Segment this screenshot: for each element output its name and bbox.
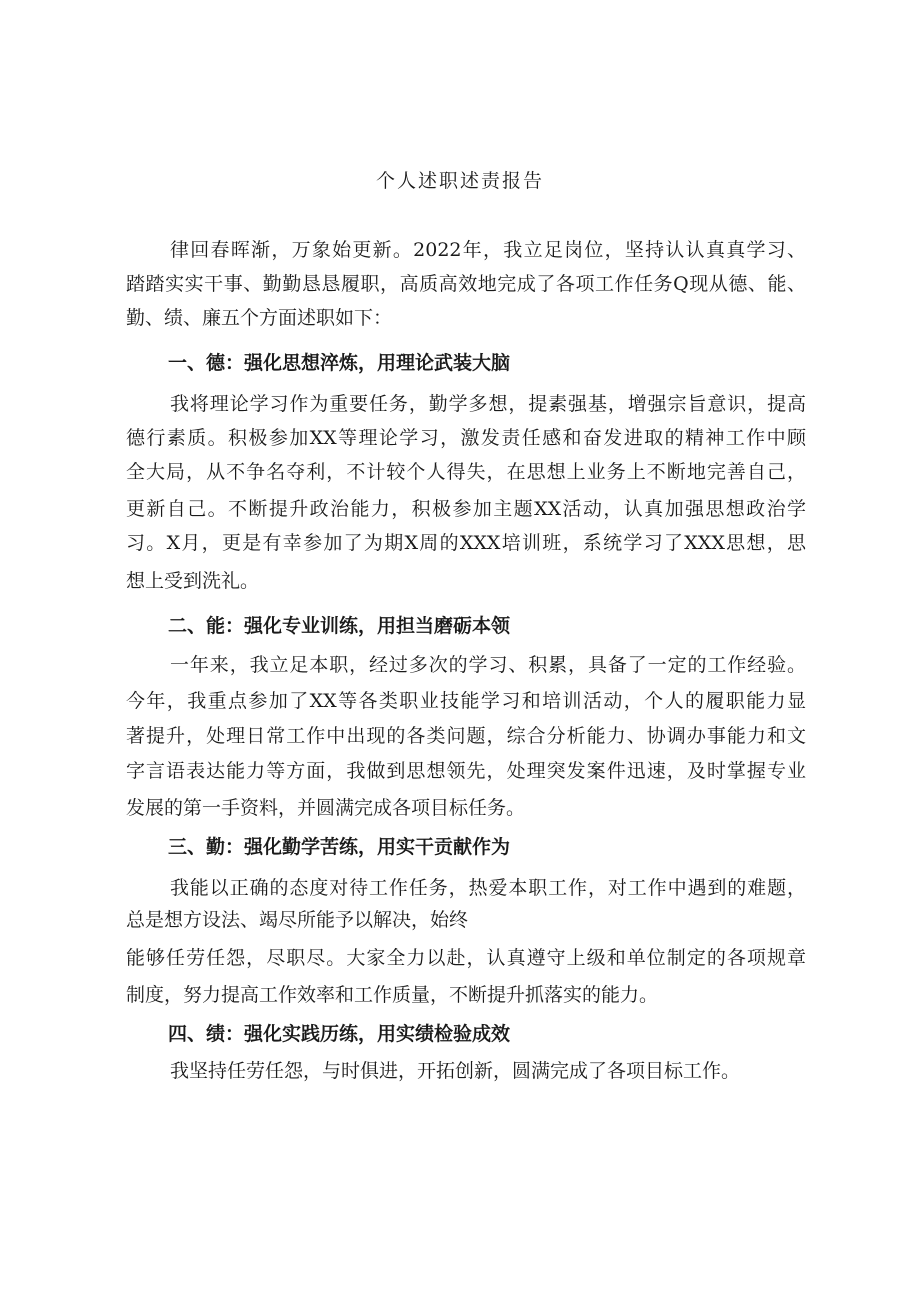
intro-line-3: 勤、绩、廉五个方面述职如下： bbox=[126, 307, 393, 329]
section-heading-de: 一、德：强化思想淬炼，用理论武装大脑 bbox=[168, 352, 511, 374]
section-heading-qin: 三、勤：强化勤学苦练，用实干贡献作为 bbox=[168, 836, 511, 858]
paragraph-line: 想上受到洗礼。 bbox=[126, 570, 260, 592]
paragraph-line: 总是想方设法、竭尽所能予以解决，始终 bbox=[126, 909, 469, 931]
paragraph-line: 一年来，我立足本职，经过多次的学习、积累，具备了一定的工作经验。 bbox=[170, 654, 806, 676]
paragraph-line: 制度，努力提高工作效率和工作质量，不断提升抓落实的能力。 bbox=[126, 984, 659, 1006]
paragraph-line: 发展的第一手资料，并圆满完成各项目标任务。 bbox=[126, 797, 526, 819]
paragraph-line: 我能以正确的态度对待工作任务，热爱本职工作，对工作中遇到的难题， bbox=[170, 877, 806, 899]
paragraph-line: 德行素质。积极参加XX等理论学习，激发责任感和奋发进取的精神工作中顾 bbox=[126, 427, 806, 449]
paragraph-line: 著提升，处理日常工作中出现的各类问题，综合分析能力、协调办事能力和文 bbox=[126, 725, 806, 747]
document-title: 个人述职述责报告 bbox=[375, 170, 544, 192]
paragraph-line: 字言语表达能力等方面，我做到思想领先，处理突发案件迅速，及时掌握专业 bbox=[126, 760, 806, 782]
paragraph-line: 我坚持任劳任怨，与时俱进，开拓创新，圆满完成了各项目标工作。 bbox=[170, 1060, 741, 1082]
section-heading-neng: 二、能：强化专业训练，用担当磨砺本领 bbox=[168, 615, 511, 637]
section-heading-ji: 四、绩：强化实践历练，用实绩检验成效 bbox=[168, 1023, 511, 1045]
paragraph-line: 能够任劳任怨，尽职尽。大家全力以赴，认真遵守上级和单位制定的各项规章 bbox=[126, 947, 806, 969]
intro-line-1: 律回春晖渐，万象始更新。2022年，我立足岗位，坚持认认真真学习、 bbox=[170, 239, 806, 261]
paragraph-line: 全大局，从不争名夺利，不计较个人得失，在思想上业务上不断地完善自己， bbox=[126, 461, 806, 483]
paragraph-line: 今年，我重点参加了XX等各类职业技能学习和培训活动，个人的履职能力显 bbox=[126, 690, 806, 712]
paragraph-line: 习。X月，更是有幸参加了为期X周的XXX培训班，系统学习了XXX思想，思 bbox=[126, 532, 806, 554]
intro-line-2: 踏踏实实干事、勤勤恳恳履职，高质高效地完成了各项工作任务Q现从德、能、 bbox=[126, 273, 806, 295]
paragraph-line: 我将理论学习作为重要任务，勤学多想，提素强基，增强宗旨意识，提高 bbox=[170, 393, 806, 415]
paragraph-line: 更新自己。不断提升政治能力，积极参加主题XX活动，认真加强思想政治学 bbox=[126, 498, 806, 520]
